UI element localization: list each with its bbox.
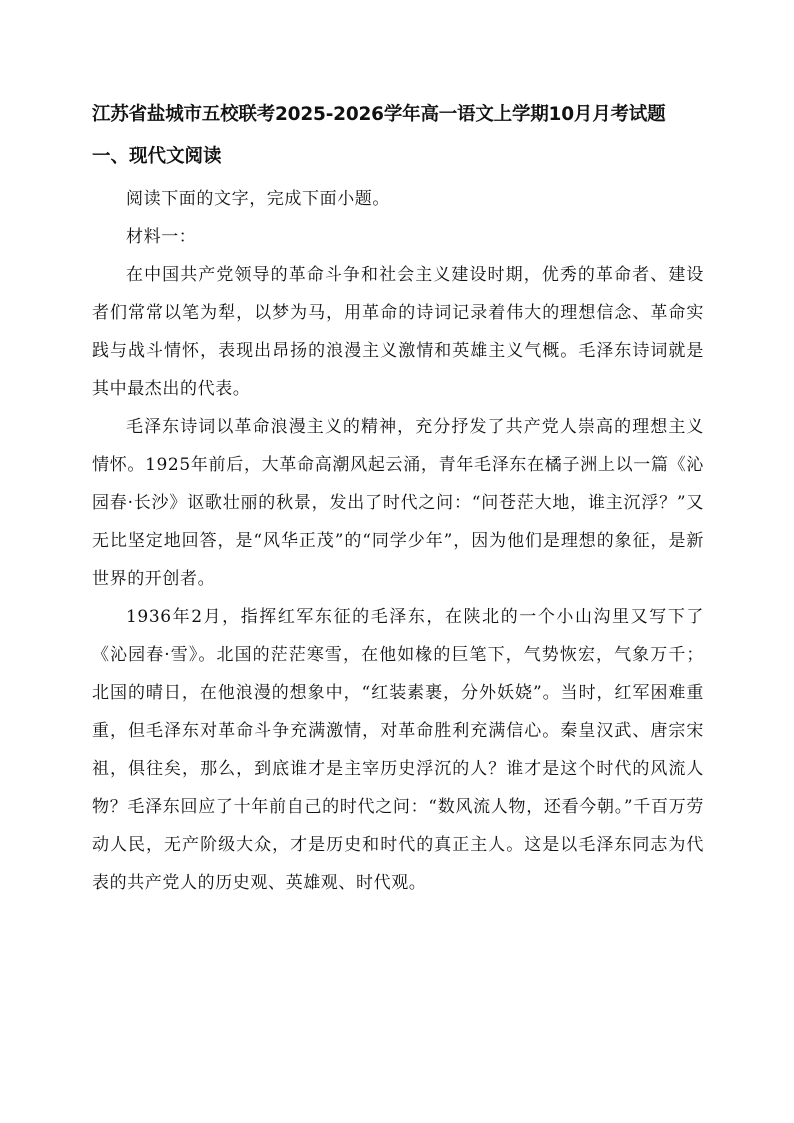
document-page [92,100,704,902]
body-paragraph: 毛泽东诗词以革命浪漫主义的精神，充分抒发了共产党人崇高的理想主义情怀。1925年前后，大革命高潮风起云涌，青年毛泽东在橘子洲上以一篇《沁园春·长沙》讴歌壮丽的秋景，发出了时代之问：“问苍茫大地，谁主沉浮？”又无比坚定地回答，是“风华正茂”的“同学少年”，因为他们是理想的象征，是新世界的开创者。 [92,417,704,589]
section-heading: 一、现代文阅读 [92,146,222,167]
document-title: 江苏省盐城市五校联考2025-2026学年高一语文上学期10月月考试题 [92,104,666,125]
body-paragraph: 在中国共产党领导的革命斗争和社会主义建设时期，优秀的革命者、建设者们常常以笔为犁，以梦为马，用革命的诗词记录着伟大的理想信念、革命实践与战斗情怀，表现出昂扬的浪漫主义激情和英雄主义气概。毛泽东诗词就是其中最杰出的代表。 [92,265,704,399]
body-paragraph: 1936年2月，指挥红军东征的毛泽东，在陕北的一个小山沟里又写下了《沁园春·雪》。北国的茫茫寒雪，在他如椽的巨笔下，气势恢宏，气象万千；北国的晴日，在他浪漫的想象中，“红装素裹，分外妖娆”。当时，红军困难重重，但毛泽东对革命斗争充满激情，对革命胜利充满信心。秦皇汉武、唐宗宋祖，俱往矣，那么，到底谁才是主宰历史浮沉的人？谁才是这个时代的风流人物？毛泽东回应了十年前自己的时代之问：“数风流人物，还看今朝。”千百万劳动人民，无产阶级大众，才是历史和时代的真正主人。这是以毛泽东同志为代表的共产党人的历史观、英雄观、时代观。 [92,607,704,893]
material-label: 材料一： [126,227,197,247]
instruction-paragraph: 阅读下面的文字，完成下面小题。 [126,189,390,209]
